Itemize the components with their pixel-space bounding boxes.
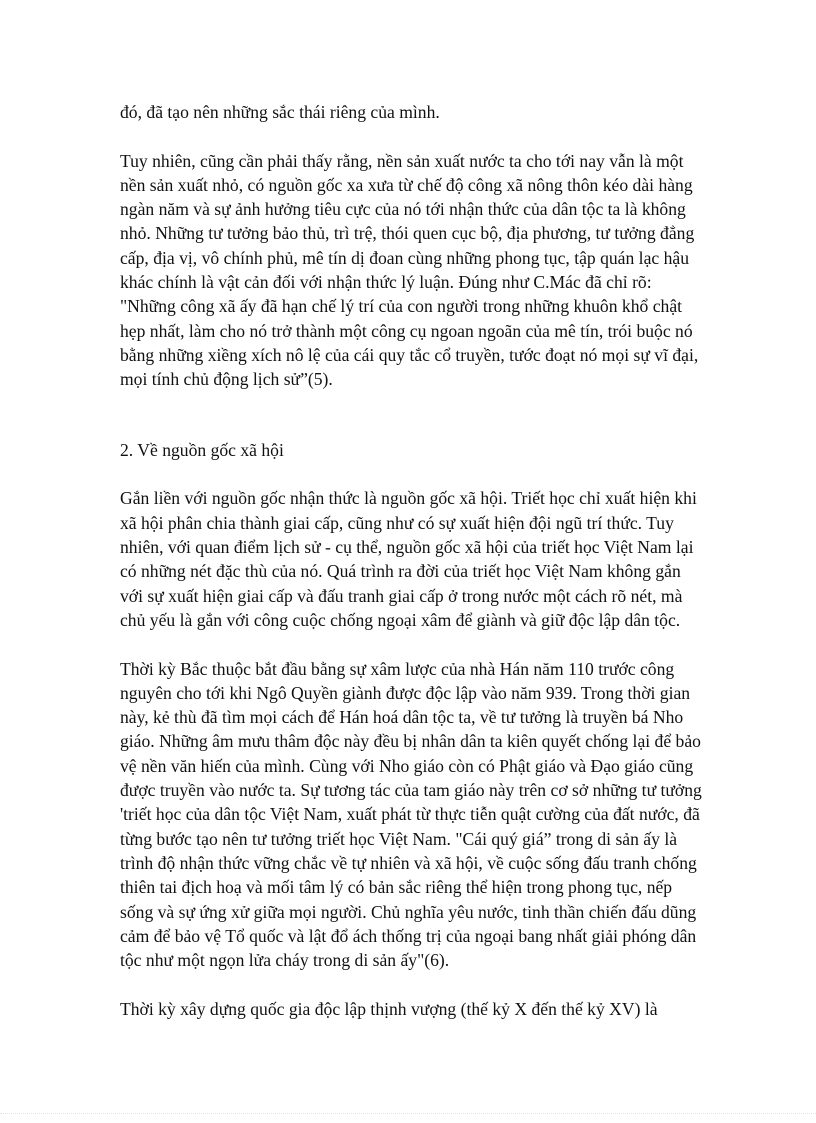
section-heading-social-origin: 2. Về nguồn gốc xã hội [120, 439, 284, 460]
paragraph-independence-period: Thời kỳ xây dựng quốc gia độc lập thịnh vượng (thế kỷ X đến thế kỷ XV) là [120, 998, 658, 1019]
paragraph-social-origin: Gắn liền với nguồn gốc nhận thức là nguồn gốc xã hội. Triết học chỉ xuất hiện khi xã hội phân chia thành giai cấp, cũng như có sự xuất hiện đội ngũ trí thức. Tuy nhiên, với quan điểm lịch sử - cụ thể, nguồn gốc xã hội của triết học Việt Nam lại có những nét đặc thù của nó. Quá trình ra đời của triết học Việt Nam không gắn với sự xuất hiện giai cấp và đấu tranh giai cấp ở trong nước một cách rõ nét, mà chủ yếu là gắn với công cuộc chống ngoại xâm để giành và giữ độc lập dân tộc. [120, 488, 697, 630]
paragraph-northern-domination: Thời kỳ Bắc thuộc bắt đầu bằng sự xâm lược của nhà Hán năm 110 trước công nguyên cho tới khi Ngô Quyền giành được độc lập vào năm 939. Trong thời gian này, kẻ thù đã tìm mọi cách để Hán hoá dân tộc ta, về tư tưởng là truyền bá Nho giáo. Những âm mưu thâm độc này đều bị nhân dân ta kiên quyết chống lại để bảo vệ nền văn hiến của mình. Cùng với Nho giáo còn có Phật giáo và Đạo giáo cũng được truyền vào nước ta. Sự tương tác của tam giáo này trên cơ sở những tư tưởng 'triết học của dân tộc Việt Nam, xuất phát từ thực tiễn quật cường của đất nước, đã từng bước tạo nên tư tưởng triết học Việt Nam. "Cái quý giá” trong di sản ấy là trình độ nhận thức vững chắc về tự nhiên và xã hội, về cuộc sống đấu tranh chống thiên tai địch hoạ và mối tâm lý có bản sắc riêng thể hiện trong phong tục, nếp sống và sự ứng xử giữa mọi người. Chủ nghĩa yêu nước, tinh thần chiến đấu dũng cảm để bảo vệ Tổ quốc và lật đổ ách thống trị của ngoại bang nhất giải phóng dân tộc như một ngọn lửa cháy trong di sản ấy"(6). [120, 658, 702, 971]
page-bottom-divider [0, 1113, 816, 1114]
document-body [120, 100, 705, 1045]
section-spacer [120, 416, 705, 438]
paragraph-production-limits: Tuy nhiên, cũng cần phải thấy rằng, nền sản xuất nước ta cho tới nay vẫn là một nền sản xuất nhỏ, có nguồn gốc xa xưa từ chế độ công xã nông thôn kéo dài hàng ngàn năm và sự ảnh hưởng tiêu cực của nó tới nhận thức của dân tộc ta là không nhỏ. Những tư tưởng bảo thủ, trì trệ, thói quen cục bộ, địa phương, tư tưởng đẳng cấp, địa vị, vô chính phủ, mê tín dị đoan cùng những phong tục, tập quán lạc hậu khác chính là vật cản đối với nhận thức lý luận. Đúng như C.Mác đã chỉ rõ: "Những công xã ấy đã hạn chế lý trí của con người trong những khuôn khổ chật hẹp nhất, làm cho nó trở thành một công cụ ngoan ngoãn của mê tín, trói buộc nó bằng những xiềng xích nô lệ của cái quy tắc cổ truyền, tước đoạt nó mọi sự vĩ đại, mọi tính chủ động lịch sử”(5). [120, 150, 699, 390]
paragraph-continuation: đó, đã tạo nên những sắc thái riêng của mình. [120, 102, 440, 122]
